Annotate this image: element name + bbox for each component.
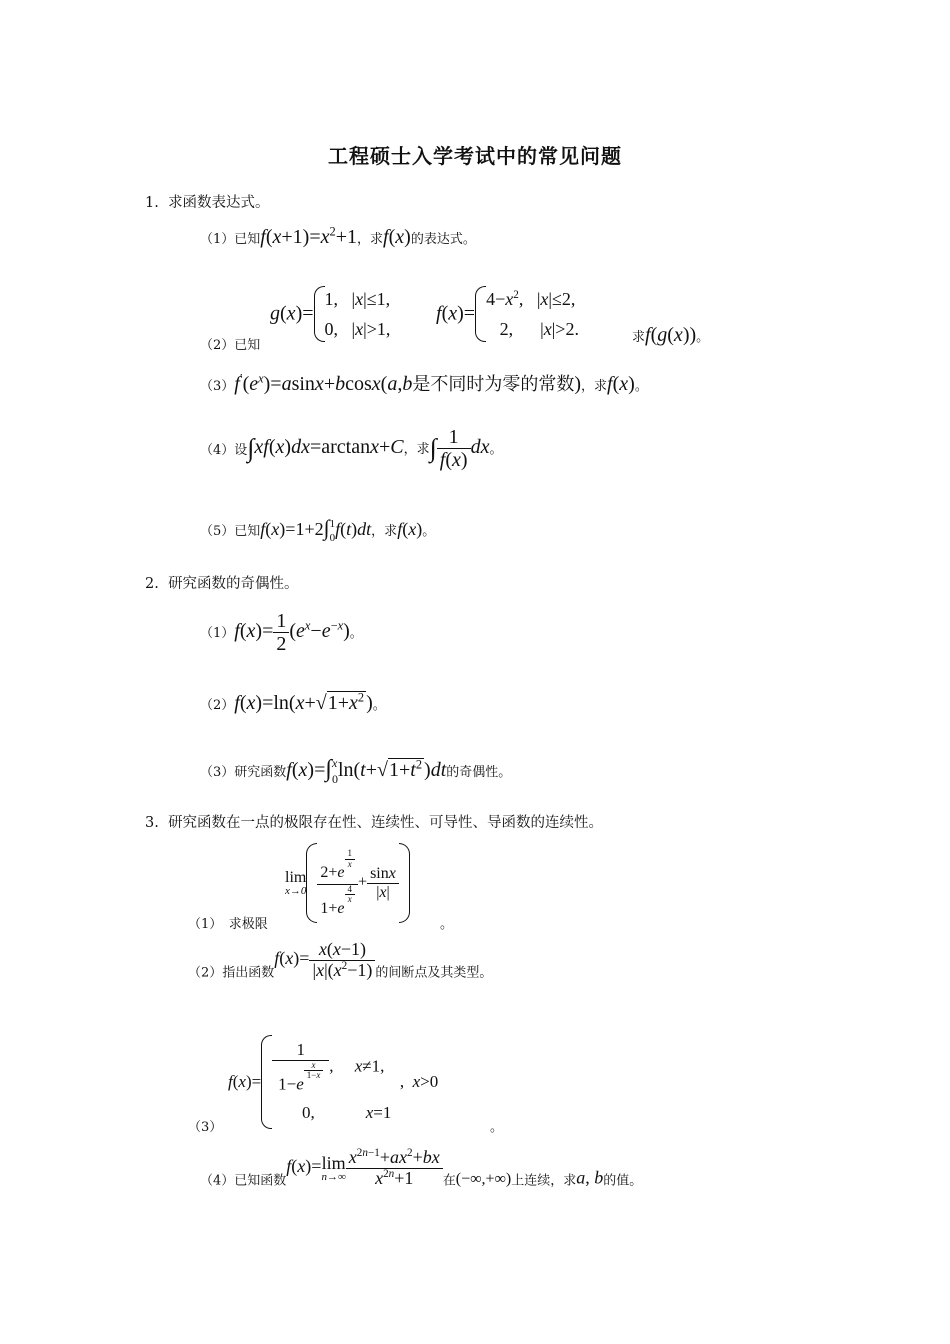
problem-1-4: （4）设∫xf(x)dx=arctanx+C，求∫ $\frac{1}{f(x)}$ dx。 [200,426,503,471]
formula: f(x)=∫x $0\ln(t+√1+t^2$ )dt [286,756,447,786]
section-1-heading: 1. 求函数表达式。 [145,195,270,211]
formula: f(x)=lim n→∞ $\frac{x^{2n-1}+ax^2+bx}{x^{2n}+1}$ [286,1156,442,1176]
formula-f-piecewise: $f(x)=4-x^2$, |x|≤2, 2, |x|>2. [436,284,579,344]
problem-3-1-label: （1） 求极限 [188,917,268,932]
formula-piecewise-3: f(x)= 1 1−e $^{\frac{x}{1-x}}$ , x≠1, 0, x=1 , x>0 [228,1035,438,1129]
formula: f(x)=1+2∫1 0f(t)dt [260,515,372,544]
problem-2-3: （3）研究函数f(x)=∫x $0\ln(t+√1+t^2$ )dt的奇偶性。 [200,756,512,786]
formula-g-piecewise: g(x)=1, |x|≤1, 0, |x|>1, [270,284,390,344]
problem-2-2: $(2)f(x)=\ln(x+√1+x^2$ )。 [200,690,386,714]
formula: f(x)= $\frac{x(x-1)}{|x|(x^2-1)}$ [274,948,375,968]
problem-2-1: （1）f(x)= $\frac{1}{2}$ $(e^x-e^{-x})$。 [200,610,363,655]
problem-3-2: （2）指出函数f(x)= $\frac{x(x-1)}{|x|(x^2-1)}$ 的间断点及其类型。 [188,939,493,981]
problem-1-2-label: （2）已知 [200,338,261,353]
problem-1-5: （5）已知f(x)=1+2∫1 0f(t)dt，求f(x)。 [200,515,436,544]
formula: $f(x+1)=x^2+1$ [260,224,357,248]
formula-limit: lim x→0 2+e $^{\frac{1}{x}}$ 1+e $^{\frac{4}{x}}$ + $\frac{\sin x}{|x|}$ [285,843,410,923]
problem-3-4: （4）已知函数f(x)=lim n→∞ $\frac{x^{2n-1}+ax^2+bx}{x^{2n}+1}$ 在(−∞,+∞)上连续，求a, b的值。 [200,1147,643,1189]
formula: f(x) [383,226,411,248]
problem-1-2-ask: 求f(g(x))。 [632,324,710,346]
section-2-heading: 2. 研究函数的奇偶性。 [145,576,299,592]
formula: ∫xf(x)dx=arctanx+C [247,433,404,463]
formula: $f(x)=\ln(x+√1+x^2$ ) [234,690,373,714]
page-title: 工程硕士入学考试中的常见问题 [328,144,622,168]
formula: ∫ $\frac{1}{f(x)}$ dx [429,426,490,471]
problem-3-3-label: （3） [188,1120,223,1135]
problem-1-3: $(3)f'(e^x)=asinx+bcosx(a,b$是不同时为零的常数)，求f(x)。 [200,371,648,395]
formula: $f'(e^x)=asinx+bcosx(a,b$ [234,371,413,395]
section-3-heading: 3. 研究函数在一点的极限存在性、连续性、可导性、导函数的连续性。 [145,815,604,831]
formula: f(x)= $\frac{1}{2}$ $(e^x-e^{-x})$ [234,610,350,655]
problem-1-1: （1）已知$f(x+1)=x^2+1$，求f(x)的表达式。 [200,224,476,248]
